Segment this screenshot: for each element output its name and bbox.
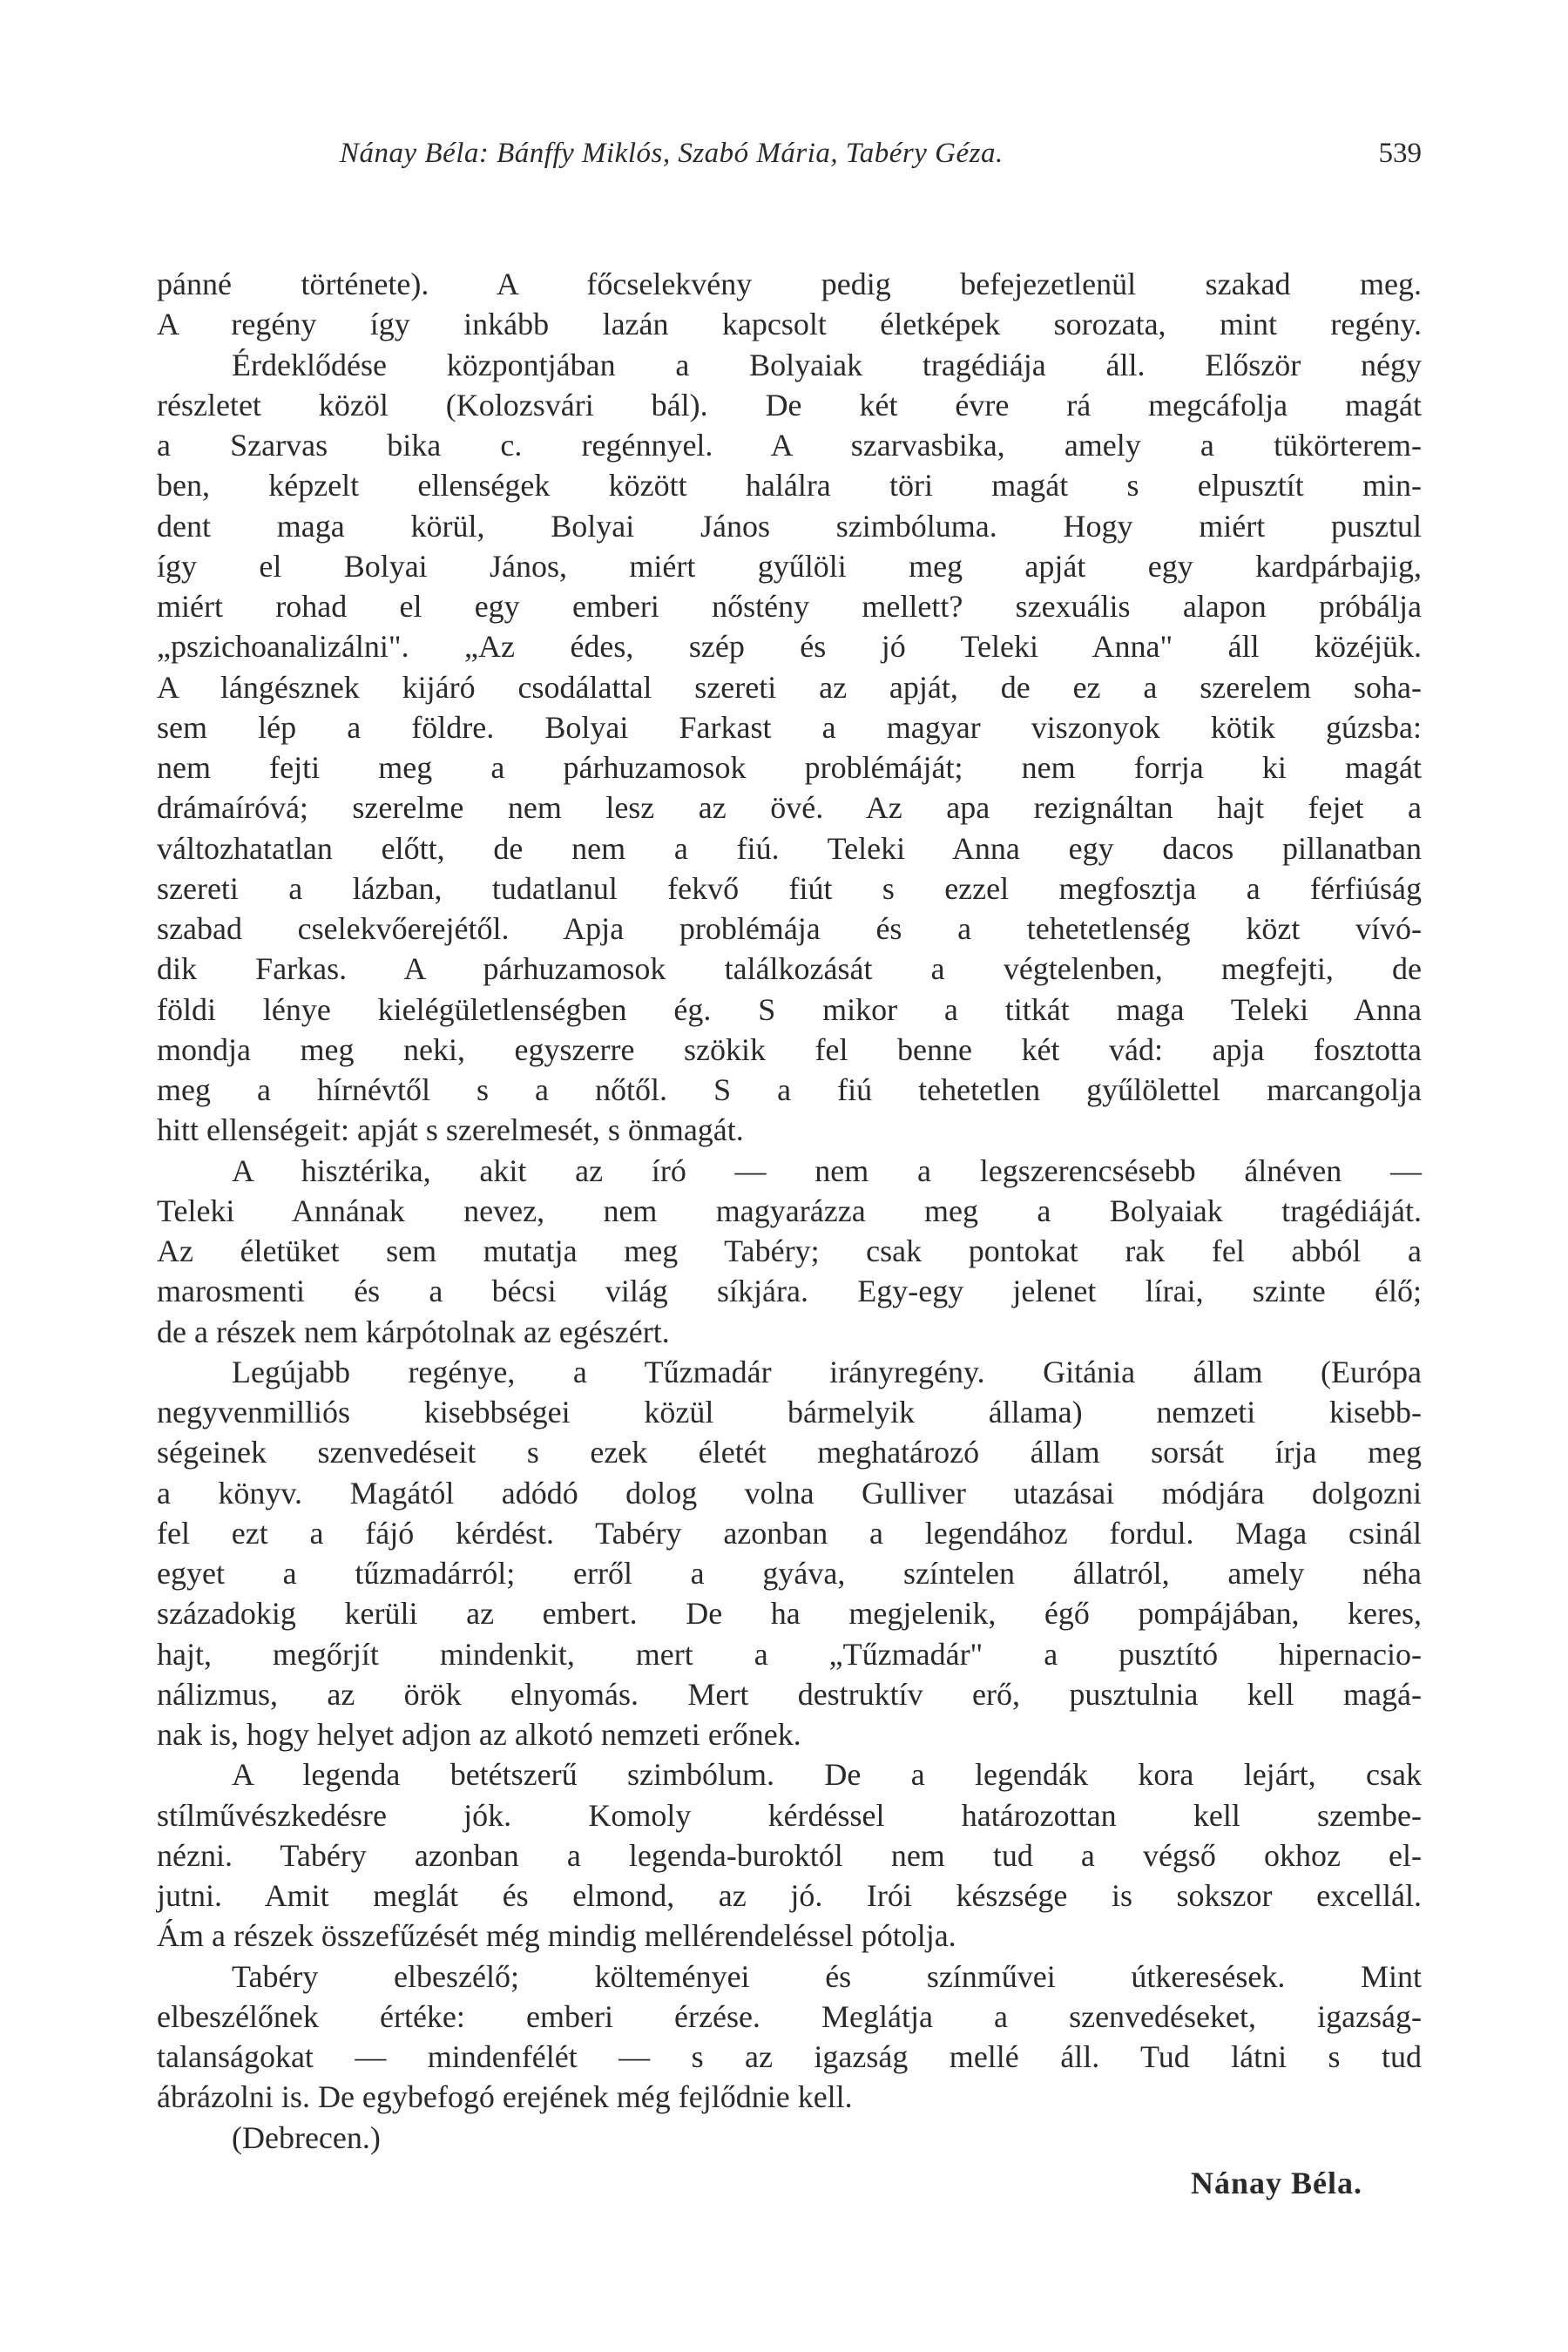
text-line: szabad cselekvőerejétől. Apja problémája és a tehetetlenség közt vívó- xyxy=(157,911,1422,946)
text-line: fel ezt a fájó kérdést. Tabéry azonban a legendához fordul. Maga csinál xyxy=(157,1515,1422,1551)
text-line: miért rohad el egy emberi nőstény mellett? szexuális alapon próbálja xyxy=(157,589,1422,624)
text-line: „pszichoanalizálni". „Az édes, szép és jó Teleki Anna" áll közéjük. xyxy=(157,629,1422,665)
text-line: a könyv. Magától adódó dolog volna Gulliver utazásai módjára dolgozni xyxy=(157,1475,1422,1511)
text-line: nálizmus, az örök elnyomás. Mert destruktív erő, pusztulnia kell magá- xyxy=(157,1676,1422,1712)
text-line: ábrázolni is. De egybefogó erejének még fejlődnie kell. xyxy=(157,2079,853,2115)
text-line: ben, képzelt ellenségek között halálra töri magát s elpusztít min- xyxy=(157,468,1422,504)
text-line: nézni. Tabéry azonban a legenda-buroktól nem tud a végső okhoz el- xyxy=(157,1837,1422,1873)
text-line: dent maga körül, Bolyai János szimbóluma. Hogy miért pusztul xyxy=(157,508,1422,544)
text-line: egyet a tűzmadárról; erről a gyáva, színtelen állatról, amely néha xyxy=(157,1556,1422,1591)
text-line: Tabéry elbeszélő; költeményei és színművei útkeresések. Mint xyxy=(232,1958,1422,1994)
text-line: A hisztérika, akit az író — nem a legszerencsésebb álnéven — xyxy=(232,1152,1422,1188)
header-title: Nánay Béla: Bánffy Miklós, Szabó Mária, Tabéry Géza. xyxy=(340,138,1004,169)
text-line: szereti a lázban, tudatlanul fekvő fiút s ezzel megfosztja a férfiúság xyxy=(157,870,1422,906)
text-line: marosmenti és a bécsi világ síkjára. Egy-egy jelenet lírai, szinte élő; xyxy=(157,1274,1422,1309)
text-line: meg a hírnévtől s a nőtől. S a fiú tehetetlen gyűlölettel marcangolja xyxy=(157,1072,1422,1107)
text-line: hajt, megőrjít mindenkit, mert a „Tűzmadár" a pusztító hipernacio- xyxy=(157,1636,1422,1672)
page-number: 539 xyxy=(1378,138,1422,169)
text-line: A regény így inkább lazán kapcsolt életképek sorozata, mint regény. xyxy=(157,307,1422,342)
running-header xyxy=(157,138,1422,176)
text-line: jutni. Amit meglát és elmond, az jó. Irói készsége is sokszor excellál. xyxy=(157,1878,1422,1913)
text-line: talanságokat — mindenfélét — s az igazság mellé áll. Tud látni s tud xyxy=(157,2039,1422,2074)
text-line: (Debrecen.) xyxy=(232,2119,381,2155)
text-line: Érdeklődése központjában a Bolyaiak tragédiája áll. Először négy xyxy=(232,347,1422,382)
text-line: A legenda betétszerű szimbólum. De a legendák kora lejárt, csak xyxy=(232,1757,1422,1793)
text-line: drámaíróvá; szerelme nem lesz az övé. Az apa rezignáltan hajt fejet a xyxy=(157,790,1422,826)
text-line: változhatatlan előtt, de nem a fiú. Teleki Anna egy dacos pillanatban xyxy=(157,830,1422,866)
text-line: hitt ellenségeit: apját s szerelmesét, s önmagát. xyxy=(157,1112,744,1148)
article-body xyxy=(157,264,1422,2158)
text-line: pánné története). A főcselekvény pedig befejezetlenül szakad meg. xyxy=(157,267,1422,301)
text-line: földi lénye kielégületlenségben ég. S mikor a titkát maga Teleki Anna xyxy=(157,991,1422,1027)
text-line: nem fejti meg a párhuzamosok problémáját; nem forrja ki magát xyxy=(157,750,1422,785)
text-line: a Szarvas bika c. regénnyel. A szarvasbika, amely a tükörterem- xyxy=(157,428,1422,463)
text-line: A lángésznek kijáró csodálattal szereti az apját, de ez a szerelem soha- xyxy=(157,669,1422,705)
author-signature: Nánay Béla. xyxy=(1190,2165,1362,2200)
text-line: Az életüket sem mutatja meg Tabéry; csak pontokat rak fel abból a xyxy=(157,1233,1422,1268)
text-line: Ám a részek összefűzését még mindig mellérendeléssel pótolja. xyxy=(157,1918,956,1954)
text-line: Legújabb regénye, a Tűzmadár irányregény. Gitánia állam (Európa xyxy=(232,1354,1422,1389)
text-line: részletet közöl (Kolozsvári bál). De két évre rá megcáfolja magát xyxy=(157,387,1422,422)
text-line: dik Farkas. A párhuzamosok találkozását a végtelenben, megfejti, de xyxy=(157,951,1422,987)
text-line: elbeszélőnek értéke: emberi érzése. Meglátja a szenvedéseket, igazság- xyxy=(157,1998,1422,2034)
text-line: ségeinek szenvedéseit s ezek életét meghatározó állam sorsát írja meg xyxy=(157,1435,1422,1470)
text-line: sem lép a földre. Bolyai Farkast a magyar viszonyok kötik gúzsba: xyxy=(157,709,1422,745)
text-line: Teleki Annának nevez, nem magyarázza meg a Bolyaiak tragédiáját. xyxy=(157,1193,1422,1228)
text-line: de a részek nem kárpótolnak az egészért. xyxy=(157,1314,670,1349)
text-line: mondja meg neki, egyszerre szökik fel benne két vád: apja fosztotta xyxy=(157,1031,1422,1067)
text-line: stílművészkedésre jók. Komoly kérdéssel határozottan kell szembe- xyxy=(157,1797,1422,1833)
text-line: nak is, hogy helyet adjon az alkotó nemzeti erőnek. xyxy=(157,1717,801,1752)
text-line: negyvenmilliós kisebbségei közül bármelyik állama) nemzeti kisebb- xyxy=(157,1395,1422,1429)
text-line: századokig kerüli az embert. De ha megjelenik, égő pompájában, keres, xyxy=(157,1596,1422,1632)
text-line: így el Bolyai János, miért gyűlöli meg apját egy kardpárbajig, xyxy=(157,548,1422,584)
